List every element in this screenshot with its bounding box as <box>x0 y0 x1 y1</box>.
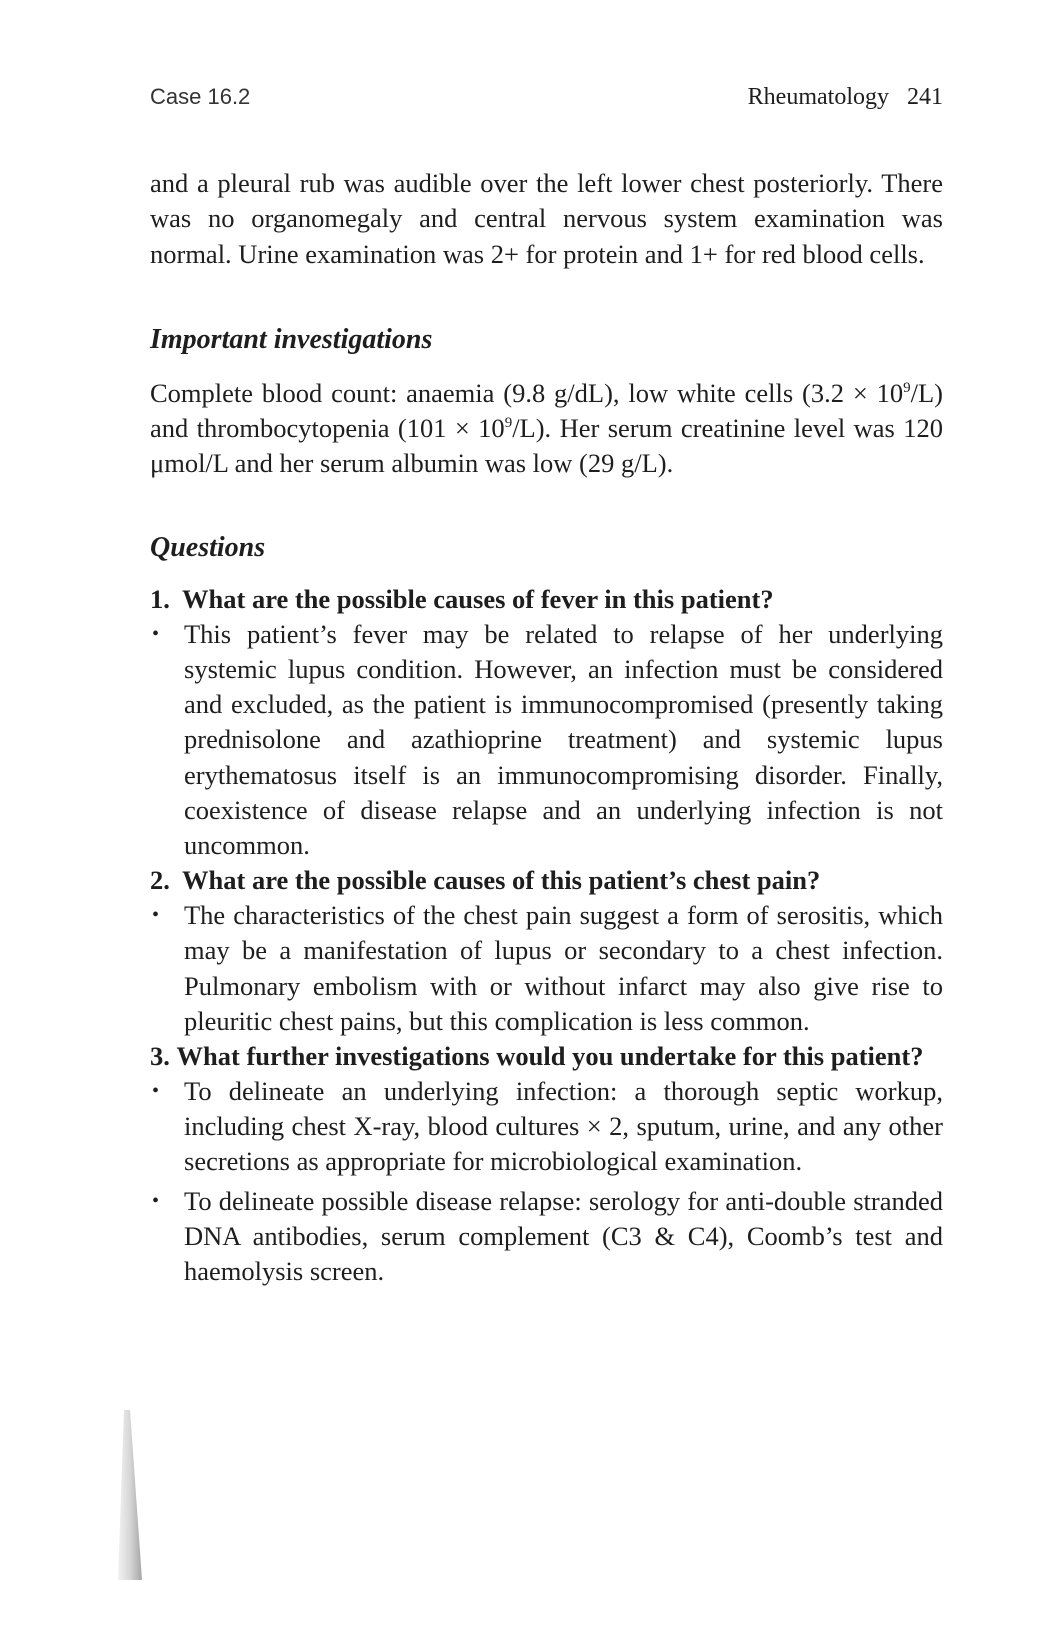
investigations-heading: Important investigations <box>150 323 433 355</box>
page-number: 241 <box>907 84 943 110</box>
superscript-exponent: 9 <box>903 379 911 396</box>
question-number: 1. <box>150 583 170 614</box>
scan-binding-shadow <box>112 1410 142 1580</box>
bullet-icon: • <box>152 622 160 645</box>
question-text: What are the possible causes of this patient’s chest pain? <box>182 865 821 896</box>
question-item <box>150 582 943 617</box>
question-text: What further investigations would you undertake for this patient? <box>176 1041 924 1072</box>
answer-text: To delineate an underlying infection: a thorough septic workup, including chest X-ray, blood cultures × 2, sputum, urine, and any other secretions as appropriate for microbiological examination. <box>184 1076 943 1177</box>
answer-text: This patient’s fever may be related to relapse of her underlying systemic lupus condition. However, an infection must be considered and excluded, as the patient is immunocompromised (presently taking prednisolone and azathioprine treatment) and systemic lupus erythematosus itself is an immunocompromising disorder. Finally, coexistence of disease relapse and an underlying infection is not uncommon. <box>184 618 943 860</box>
question-number: 3. <box>150 1041 170 1072</box>
bullet-icon: • <box>152 1080 160 1103</box>
answer-bullet <box>150 1074 943 1180</box>
bullet-icon: • <box>152 1189 160 1212</box>
question-list <box>150 582 943 1289</box>
bullet-icon: • <box>152 904 160 927</box>
question-text: What are the possible causes of fever in this patient? <box>182 583 774 614</box>
investigations-text-3: /L). Her serum creatinine level was 120 μmol/L and her serum albumin was low (29 g/L). <box>150 413 943 479</box>
case-label: Case 16.2 <box>150 84 251 109</box>
header-right <box>730 84 943 111</box>
running-header <box>150 84 943 111</box>
answer-text: To delineate possible disease relapse: serology for anti-double stranded DNA antibodies, serum complement (C3 & C4), Coomb’s test and haemolysis screen. <box>184 1185 943 1287</box>
answer-text: The characteristics of the chest pain suggest a form of serositis, which may be a manifestation of lupus or secondary to a chest infection. Pulmonary embolism with or without infarct may also give rise to pleuritic chest pains, but this complication is less common. <box>184 900 943 1036</box>
question-item <box>150 863 943 898</box>
question-item <box>150 1039 943 1074</box>
superscript-exponent: 9 <box>504 415 513 432</box>
investigations-paragraph <box>150 376 943 482</box>
section-title: Rheumatology <box>747 84 889 110</box>
answer-bullet <box>150 898 943 1039</box>
page-body <box>150 166 943 1289</box>
questions-heading: Questions <box>150 531 266 563</box>
intro-paragraph: and a pleural rub was audible over the left lower chest posteriorly. There was no organomegaly and central nervous system examination was normal. Urine examination was 2+ for protein and 1+ for red blood cells. <box>150 168 943 269</box>
investigations-text-1: Complete blood count: anaemia (9.8 g/dL), low white cells (3.2 × 10 <box>150 377 904 408</box>
investigations-text-2: /L) and thrombocytopenia (101 × 10 <box>150 377 943 444</box>
answer-bullet <box>150 617 943 863</box>
question-number: 2. <box>150 865 170 896</box>
answer-bullet <box>150 1184 943 1290</box>
